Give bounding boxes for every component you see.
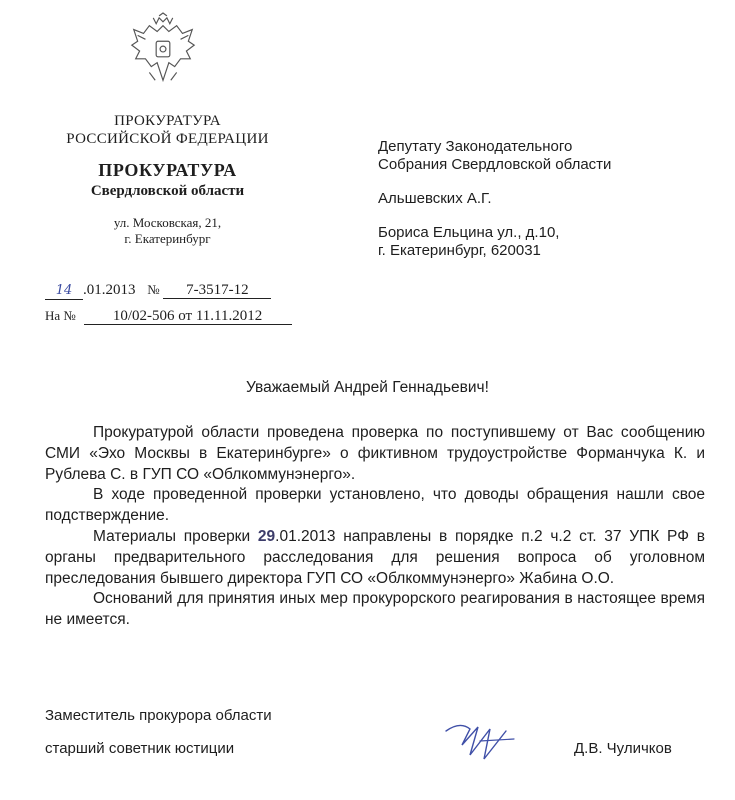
sender-address-line2: г. Екатеринбург (124, 231, 211, 246)
handwritten-date-day: 29 (257, 527, 276, 545)
double-headed-eagle-emblem (124, 12, 202, 90)
recipient-address-line2: г. Екатеринбург, 620031 (378, 242, 541, 259)
recipient-line2: Собрания Свердловской области (378, 156, 612, 173)
reply-reference (45, 308, 292, 334)
handwritten-signature (440, 715, 520, 765)
sender-address-line1: ул. Московская, 21, (113, 215, 222, 230)
body-paragraph-3: Материалы проверки 29.01.2013 направлены в порядке п.2 ч.2 ст. 37 УПК РФ в органы предварительного расследования для решения вопроса об уголовном преследования бывшего директора ГУП СО «Облкоммунэнерго» Жабина О.О. (45, 527, 705, 587)
signer-position-line2: старший советник юстиции (45, 740, 235, 757)
date-day-handwritten: 14 (45, 282, 83, 300)
outgoing-date-number (45, 282, 292, 308)
sender-org-title: ПРОКУРАТУРА (98, 160, 237, 180)
number-sign: № (147, 282, 160, 297)
sender-line1: ПРОКУРАТУРА (114, 113, 221, 129)
greeting: Уважаемый Андрей Геннадьевич! (246, 379, 489, 396)
letter-body (45, 423, 705, 631)
sender-org-region: Свердловской области (90, 183, 245, 199)
body-paragraph-4: Оснований для принятия иных мер прокурорского реагирования в настоящее время не имеется. (45, 590, 705, 629)
registration-block (45, 282, 292, 334)
recipient-name: Альшевских А.Г. (378, 190, 492, 207)
reply-prefix: На № (45, 308, 76, 323)
date-rest: .01.2013 (83, 282, 136, 298)
recipient-line1: Депутату Законодательного (378, 138, 573, 155)
sender-line2: РОССИЙСКОЙ ФЕДЕРАЦИИ (66, 131, 269, 147)
recipient-address-line1: Бориса Ельцина ул., д.10, (378, 224, 560, 241)
body-paragraph-1: Прокуратурой области проведена проверка по поступившему от Вас сообщению СМИ «Эхо Москвы в Екатеринбурге» о фиктивном трудоустройстве Форманчука К. и Рублева С. в ГУП СО «Облкоммунэнерго». (45, 424, 705, 483)
outgoing-number: 7-3517-12 (163, 282, 271, 299)
sender-block (30, 112, 305, 247)
reply-ref: 10/02-506 от 11.11.2012 (84, 308, 292, 325)
body-paragraph-2: В ходе проведенной проверки установлено, что доводы обращения нашли свое подстверждение. (45, 486, 705, 525)
signer-name: Д.В. Чуличков (574, 740, 672, 757)
signer-position-line1: Заместитель прокурора области (45, 707, 272, 724)
recipient-block (378, 138, 718, 260)
